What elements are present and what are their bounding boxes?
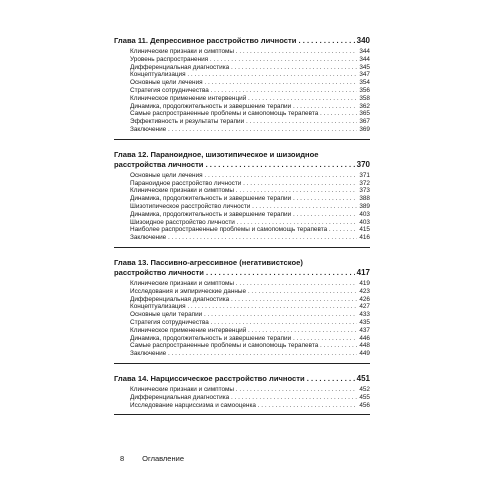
toc-entry: Дифференциальная диагностика . . . 345	[114, 64, 370, 72]
toc-entry: Эффективность и результаты терапии . . . 367	[114, 118, 370, 126]
toc-entry: Заключение . . . 449	[114, 350, 370, 358]
toc-entry: Исследование нарциссизма и самооценка . . . 456	[114, 402, 370, 410]
chapter-11	[114, 36, 370, 140]
chapter-heading	[114, 36, 370, 46]
toc-entry: Самые распространенные проблемы и самопомощь терапевта . . . 365	[114, 110, 370, 118]
toc-entry: Клинические признаки и симптомы . . . 452	[114, 386, 370, 394]
chapter-heading	[114, 258, 370, 278]
toc-entry: Шизотипическое расстройство личности . . . 389	[114, 203, 370, 211]
chapter-14	[114, 374, 370, 415]
toc-entry: Клинические признаки и симптомы . . . 373	[114, 187, 370, 195]
page-footer	[120, 454, 184, 463]
toc-entry: Динамика, продолжительность и завершение терапии . . . 403	[114, 211, 370, 219]
chapter-title: Глава 14. Нарциссическое расстройство личности . . .	[114, 374, 355, 384]
page-number: 8	[120, 454, 125, 463]
toc-entry: Основные цели лечения . . . 371	[114, 172, 370, 180]
chapter-heading	[114, 150, 370, 170]
toc-entry: Основные цели лечения . . . 354	[114, 79, 370, 87]
toc-entry: Стратегия сотрудничества . . . 435	[114, 319, 370, 327]
toc-entry: Параноидное расстройство личности . . . 372	[114, 180, 370, 188]
table-of-contents	[114, 36, 370, 425]
toc-entry: Динамика, продолжительность и завершение терапии . . . 446	[114, 335, 370, 343]
toc-entry: Самые распространенные проблемы и самопомощь терапевта . . . 448	[114, 342, 370, 350]
toc-entry: Дифференциальная диагностика . . . 426	[114, 296, 370, 304]
chapter-heading	[114, 374, 370, 384]
chapter-12	[114, 150, 370, 248]
toc-entry: Клинические признаки и симптомы . . . 419	[114, 280, 370, 288]
toc-entry: Исследования и эмпирические данные . . . 423	[114, 288, 370, 296]
toc-entry: Основные цели терапии . . . 433	[114, 311, 370, 319]
toc-entry: Стратегия сотрудничества . . . 356	[114, 87, 370, 95]
chapter-title-line1: Глава 13. Пассивно-агрессивное (негативистское)	[114, 257, 303, 267]
chapter-13	[114, 258, 370, 364]
toc-entry: Динамика, продолжительность и завершение терапии . . . 362	[114, 103, 370, 111]
toc-entry: Заключение . . . 416	[114, 234, 370, 242]
toc-entry: Наиболее распространенные проблемы и самопомощь терапевта . . . 415	[114, 226, 370, 234]
chapter-page: 417	[356, 267, 370, 277]
chapter-page: 370	[356, 159, 370, 169]
chapter-title-line2: расстройство личности . . .	[114, 268, 355, 278]
toc-entry: Клинические признаки и симптомы . . . 344	[114, 48, 370, 56]
toc-entry: Динамика, продолжительность и завершение терапии . . . 388	[114, 195, 370, 203]
toc-entry: Заключение . . . 369	[114, 126, 370, 134]
chapter-page: 340	[356, 36, 370, 45]
toc-entry: Клиническое применение интервенций . . . 358	[114, 95, 370, 103]
chapter-title: Глава 11. Депрессивное расстройство личности . . .	[114, 36, 355, 46]
toc-entry: Концептуализация . . . 347	[114, 71, 370, 79]
toc-entry: Дифференциальная диагностика . . . 455	[114, 394, 370, 402]
running-footer-title: Оглавление	[142, 454, 184, 463]
chapter-page: 451	[356, 373, 370, 383]
toc-entry: Концептуализация . . . 427	[114, 303, 370, 311]
toc-entry: Уровень распространения . . . 344	[114, 56, 370, 64]
chapter-title-line2: расстройства личности . . .	[114, 160, 355, 170]
toc-entry: Шизоидное расстройство личности . . . 403	[114, 219, 370, 227]
chapter-title-line1: Глава 12. Параноидное, шизотипическое и шизоидное	[114, 149, 319, 159]
toc-entry: Клиническое применение интервенций . . . 437	[114, 327, 370, 335]
